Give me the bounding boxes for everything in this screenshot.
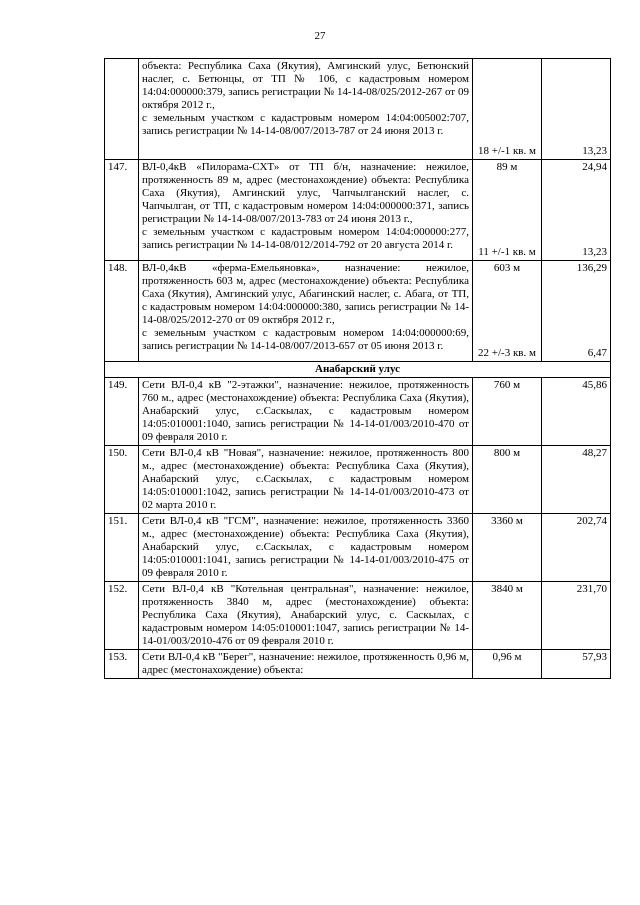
length-land: 22 +/-3 кв. м xyxy=(478,347,536,359)
row-description xyxy=(139,59,473,160)
row-value: 231,70 xyxy=(542,582,611,650)
object-text: Сети ВЛ-0,4 кВ "Берег", назначение: нежилое, протяженность 0,96 м, адрес (местонахождение) объекта: xyxy=(142,651,469,676)
table-row xyxy=(105,582,611,650)
table-row xyxy=(105,261,611,362)
row-value: 45,86 xyxy=(542,378,611,446)
value-land: 13,23 xyxy=(582,145,607,157)
property-table xyxy=(104,58,611,679)
row-value: 57,93 xyxy=(542,650,611,679)
page-number: 27 xyxy=(314,30,326,42)
length-land: 11 +/-1 кв. м xyxy=(478,246,536,258)
value-object: 136,29 xyxy=(576,262,607,274)
length-object xyxy=(476,60,538,145)
row-description xyxy=(139,378,473,446)
table-row xyxy=(105,650,611,679)
row-value xyxy=(542,160,611,261)
row-number: 149. xyxy=(105,378,139,446)
length-object: 603 м xyxy=(493,262,521,274)
row-number: 153. xyxy=(105,650,139,679)
table-row xyxy=(105,514,611,582)
row-length xyxy=(473,160,542,261)
row-number: 148. xyxy=(105,261,139,362)
row-description xyxy=(139,650,473,679)
length-object: 89 м xyxy=(496,161,518,173)
row-number: 147. xyxy=(105,160,139,261)
object-text: объекта: Республика Саха (Якутия), Амгинский улус, Бетюнский наслег, с. Бетюнцы, от ТП № 106, с кадастровым номером 14:04:000000:379, запись регистрации № 14-14-08/025/2012-267 от 09 октября 2012 г., xyxy=(142,60,469,111)
section-header-row xyxy=(105,362,611,378)
object-text: Сети ВЛ-0,4 кВ "ГСМ", назначение: нежилое, протяженность 3360 м., адрес (местонахождение) объекта: Республика Саха (Якутия), Анабарский улус, с.Саскылах, с кадастровым номером 14:05:010001:1041, запись регистрации № 14-14-01/003/2010-475 от 09 февраля 2010 г. xyxy=(142,515,469,579)
object-text: Сети ВЛ-0,4 кВ "Новая", назначение: нежилое, протяженность 800 м., адрес (местонахождение) объекта: Республика Саха (Якутия), Анабарский улус, с.Саскылах, с кадастровым номером 14:05:010001:1042, запись регистрации № 14-14-01/003/2010-473 от 02 марта 2010 г. xyxy=(142,447,469,511)
land-plot-text: с земельным участком с кадастровым номером 14:04:000000:69, запись регистрации № 14-14-08/007/2013-657 от 05 июня 2013 г. xyxy=(142,327,469,352)
land-plot-text: с земельным участком с кадастровым номером 14:04:005002:707, запись регистрации № 14-14-08/007/2013-787 от 24 июня 2013 г. xyxy=(142,112,469,137)
table-row xyxy=(105,160,611,261)
row-description xyxy=(139,582,473,650)
row-value xyxy=(542,261,611,362)
table-row xyxy=(105,446,611,514)
row-length: 3360 м xyxy=(473,514,542,582)
row-length xyxy=(473,59,542,160)
row-length: 3840 м xyxy=(473,582,542,650)
value-land: 13,23 xyxy=(582,246,607,258)
row-number: 152. xyxy=(105,582,139,650)
table-row xyxy=(105,59,611,160)
row-length xyxy=(473,261,542,362)
row-description xyxy=(139,446,473,514)
value-object xyxy=(545,60,607,145)
row-value: 202,74 xyxy=(542,514,611,582)
row-description xyxy=(139,261,473,362)
row-number: 151. xyxy=(105,514,139,582)
row-value xyxy=(542,59,611,160)
section-title: Анабарский улус xyxy=(105,362,611,378)
value-land: 6,47 xyxy=(587,347,607,359)
value-object: 24,94 xyxy=(582,161,607,173)
table-row xyxy=(105,378,611,446)
row-description xyxy=(139,514,473,582)
row-number xyxy=(105,59,139,160)
object-text: ВЛ-0,4кВ «Пилорама-СХТ» от ТП б/н, назначение: нежилое, протяженность 89 м, адрес (местонахождение) объекта: Республика Саха (Якутия), Амгинский улус, Чапчылганский наслег, с. Чапчылган, от ТП, с кадастровым номером 14:04:000000:371, запись регистрации № 14-14-08/007/2013-783 от 24 июня 2013 г., xyxy=(142,161,469,225)
row-length: 800 м xyxy=(473,446,542,514)
object-text: Сети ВЛ-0,4 кВ "2-этажки", назначение: нежилое, протяженность 760 м., адрес (местонахождение) объекта: Республика Саха (Якутия), Анабарский улус, с.Саскылах, с кадастровым номером 14:05:010001:1040, запись регистрации № 14-14-01/003/2010-470 от 09 февраля 2010 г. xyxy=(142,379,469,443)
row-value: 48,27 xyxy=(542,446,611,514)
row-description xyxy=(139,160,473,261)
row-length: 0,96 м xyxy=(473,650,542,679)
object-text: ВЛ-0,4кВ «ферма-Емельяновка», назначение: нежилое, протяженность 603 м, адрес (местонахождение) объекта: Республика Саха (Якутия), Амгинский улус, Абагинский наслег, с. Абага, от ТП, с кадастровым номером 14:04:000000:380, запись регистрации № 14-14-08/025/2012-270 от 09 октября 2012 г., xyxy=(142,262,469,326)
row-number: 150. xyxy=(105,446,139,514)
length-land: 18 +/-1 кв. м xyxy=(478,145,536,157)
land-plot-text: с земельным участком с кадастровым номером 14:04:000000:277, запись регистрации № 14-14-08/012/2014-792 от 20 августа 2014 г. xyxy=(142,226,469,251)
object-text: Сети ВЛ-0,4 кВ "Котельная центральная", назначение: нежилое, протяженность 3840 м, адрес (местонахождение) объекта: Республика Саха (Якутия), Анабарский улус, с. Саскылах, с кадастровым номером 14:05:010001:1047, запись регистрации № 14-14-01/003/2010-476 от 09 февраля 2010 г. xyxy=(142,583,469,647)
row-length: 760 м xyxy=(473,378,542,446)
